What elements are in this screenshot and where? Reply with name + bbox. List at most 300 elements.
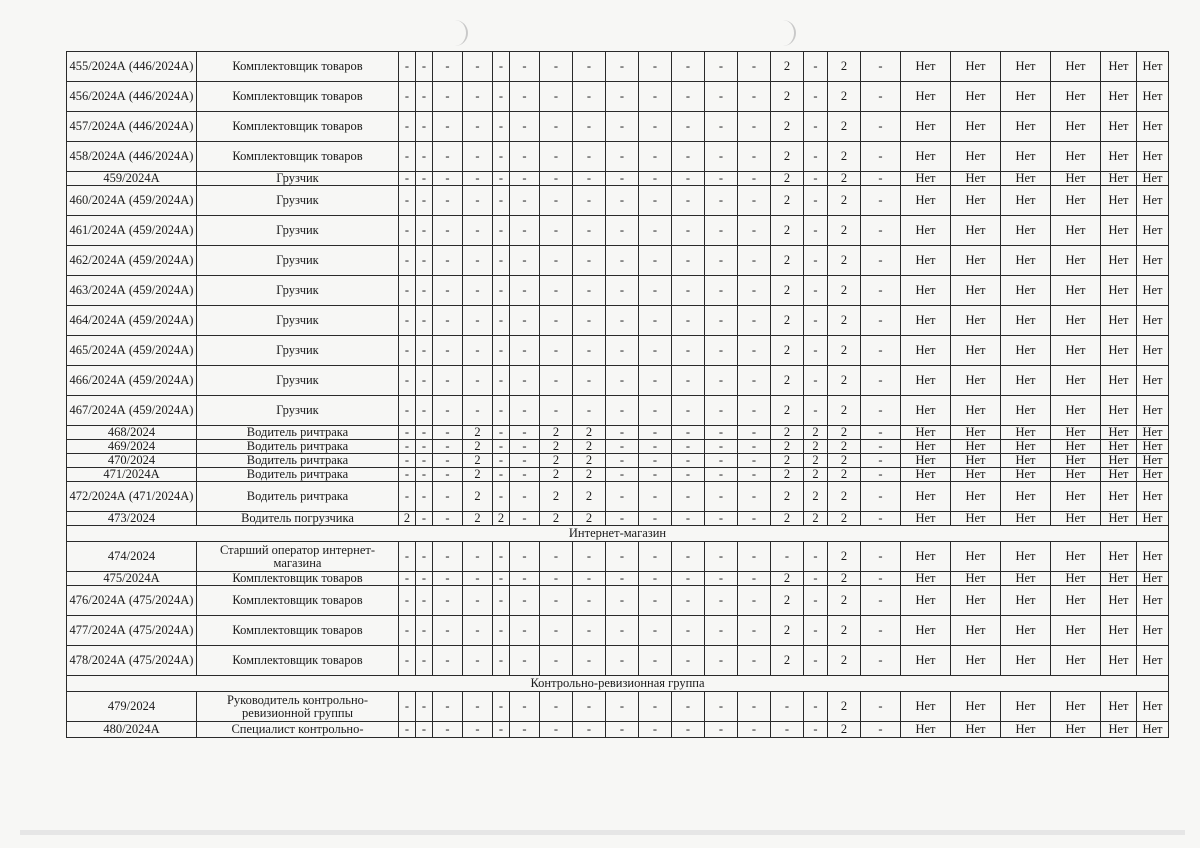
table-row	[67, 440, 1169, 454]
guarantee-cell: Нет	[901, 426, 951, 440]
guarantee-cell: Нет	[1101, 542, 1137, 572]
class-value-cell: -	[399, 142, 416, 172]
class-value-cell: -	[540, 276, 573, 306]
class-value-cell: -	[861, 276, 901, 306]
class-value-cell: -	[510, 82, 540, 112]
class-value-cell: -	[606, 646, 639, 676]
class-value-cell: -	[463, 246, 493, 276]
class-value-cell: -	[672, 616, 705, 646]
table-row	[67, 468, 1169, 482]
class-value-cell: -	[540, 186, 573, 216]
class-value-cell: -	[639, 186, 672, 216]
class-value-cell: 2	[828, 52, 861, 82]
class-value-cell: -	[606, 454, 639, 468]
guarantee-cell: Нет	[1001, 366, 1051, 396]
class-value-cell: -	[804, 172, 828, 186]
class-value-cell: 2	[828, 186, 861, 216]
class-value-cell: -	[493, 336, 510, 366]
class-value-cell: 2	[828, 512, 861, 526]
guarantee-cell: Нет	[1137, 336, 1169, 366]
class-value-cell: -	[705, 468, 738, 482]
class-value-cell: 2	[804, 454, 828, 468]
class-value-cell: 2	[771, 172, 804, 186]
class-value-cell: -	[510, 216, 540, 246]
class-value-cell: -	[433, 426, 463, 440]
class-value-cell: -	[861, 52, 901, 82]
section-title: Интернет-магазин	[67, 526, 1169, 542]
class-value-cell: 2	[828, 572, 861, 586]
class-value-cell: -	[771, 722, 804, 738]
class-value-cell: -	[861, 646, 901, 676]
class-value-cell: -	[540, 216, 573, 246]
class-value-cell: -	[705, 586, 738, 616]
class-value-cell: -	[399, 246, 416, 276]
guarantee-cell: Нет	[901, 572, 951, 586]
class-value-cell: -	[493, 572, 510, 586]
guarantee-cell: Нет	[1101, 142, 1137, 172]
table-row	[67, 276, 1169, 306]
class-value-cell: -	[540, 366, 573, 396]
class-value-cell: -	[672, 454, 705, 468]
guarantee-cell: Нет	[1101, 426, 1137, 440]
class-value-cell: -	[672, 426, 705, 440]
class-value-cell: -	[540, 586, 573, 616]
class-value-cell: -	[705, 454, 738, 468]
class-value-cell: -	[861, 246, 901, 276]
guarantee-cell: Нет	[1051, 52, 1101, 82]
class-value-cell: -	[510, 482, 540, 512]
class-value-cell: -	[416, 52, 433, 82]
table-row	[67, 396, 1169, 426]
class-value-cell: -	[433, 722, 463, 738]
class-value-cell: -	[463, 336, 493, 366]
guarantee-cell: Нет	[1051, 440, 1101, 454]
class-value-cell: -	[493, 142, 510, 172]
class-value-cell: 2	[804, 426, 828, 440]
guarantee-cell: Нет	[1101, 692, 1137, 722]
workplace-code-cell: 459/2024А	[67, 172, 197, 186]
class-value-cell: -	[861, 306, 901, 336]
class-value-cell: -	[573, 572, 606, 586]
guarantee-cell: Нет	[951, 646, 1001, 676]
class-value-cell: -	[493, 52, 510, 82]
guarantee-cell: Нет	[951, 216, 1001, 246]
class-value-cell: -	[672, 722, 705, 738]
class-value-cell: -	[639, 276, 672, 306]
table-row	[67, 722, 1169, 738]
class-value-cell: -	[540, 172, 573, 186]
workplace-code-cell: 471/2024А	[67, 468, 197, 482]
job-title-cell: Водитель ричтрака	[197, 454, 399, 468]
guarantee-cell: Нет	[901, 82, 951, 112]
class-value-cell: 2	[771, 586, 804, 616]
class-value-cell: -	[738, 692, 771, 722]
class-value-cell: -	[672, 336, 705, 366]
guarantee-cell: Нет	[1051, 572, 1101, 586]
class-value-cell: 2	[828, 82, 861, 112]
class-value-cell: -	[463, 82, 493, 112]
workplace-code-cell: 457/2024А (446/2024А)	[67, 112, 197, 142]
class-value-cell: -	[861, 692, 901, 722]
class-value-cell: 2	[804, 482, 828, 512]
class-value-cell: -	[540, 692, 573, 722]
guarantee-cell: Нет	[1001, 216, 1051, 246]
guarantee-cell: Нет	[1137, 692, 1169, 722]
guarantee-cell: Нет	[951, 692, 1001, 722]
class-value-cell: -	[639, 722, 672, 738]
job-title-cell: Водитель ричтрака	[197, 426, 399, 440]
class-value-cell: -	[399, 276, 416, 306]
class-value-cell: -	[573, 186, 606, 216]
class-value-cell: -	[573, 336, 606, 366]
class-value-cell: 2	[771, 112, 804, 142]
class-value-cell: -	[705, 646, 738, 676]
class-value-cell: 2	[463, 512, 493, 526]
class-value-cell: 2	[804, 512, 828, 526]
class-value-cell: -	[738, 172, 771, 186]
table-row	[67, 246, 1169, 276]
class-value-cell: 2	[828, 172, 861, 186]
class-value-cell: 2	[493, 512, 510, 526]
class-value-cell: -	[399, 646, 416, 676]
class-value-cell: -	[463, 112, 493, 142]
class-value-cell: -	[738, 542, 771, 572]
class-value-cell: -	[433, 172, 463, 186]
class-value-cell: -	[493, 172, 510, 186]
class-value-cell: -	[804, 646, 828, 676]
class-value-cell: 2	[771, 454, 804, 468]
class-value-cell: -	[510, 336, 540, 366]
guarantee-cell: Нет	[901, 512, 951, 526]
class-value-cell: -	[416, 542, 433, 572]
class-value-cell: -	[705, 440, 738, 454]
job-title-cell: Грузчик	[197, 276, 399, 306]
guarantee-cell: Нет	[901, 396, 951, 426]
class-value-cell: -	[705, 112, 738, 142]
class-value-cell: -	[804, 112, 828, 142]
class-value-cell: 2	[771, 616, 804, 646]
guarantee-cell: Нет	[1051, 616, 1101, 646]
guarantee-cell: Нет	[951, 246, 1001, 276]
guarantee-cell: Нет	[1101, 306, 1137, 336]
class-value-cell: -	[672, 482, 705, 512]
class-value-cell: -	[399, 616, 416, 646]
class-value-cell: 2	[828, 482, 861, 512]
job-title-cell: Комплектовщик товаров	[197, 142, 399, 172]
guarantee-cell: Нет	[951, 616, 1001, 646]
class-value-cell: -	[738, 82, 771, 112]
guarantee-cell: Нет	[951, 426, 1001, 440]
guarantee-cell: Нет	[1137, 366, 1169, 396]
class-value-cell: -	[738, 246, 771, 276]
class-value-cell: -	[705, 52, 738, 82]
class-value-cell: -	[540, 396, 573, 426]
class-value-cell: -	[399, 52, 416, 82]
class-value-cell: -	[804, 216, 828, 246]
class-value-cell: -	[804, 186, 828, 216]
class-value-cell: -	[540, 646, 573, 676]
class-value-cell: -	[510, 142, 540, 172]
job-title-cell: Специалист контрольно-	[197, 722, 399, 738]
table-body	[67, 52, 1169, 738]
class-value-cell: -	[861, 454, 901, 468]
class-value-cell: 2	[463, 426, 493, 440]
class-value-cell: -	[493, 440, 510, 454]
class-value-cell: -	[606, 52, 639, 82]
guarantee-cell: Нет	[901, 172, 951, 186]
guarantee-cell: Нет	[951, 276, 1001, 306]
class-value-cell: -	[672, 142, 705, 172]
class-value-cell: -	[804, 142, 828, 172]
class-value-cell: -	[399, 586, 416, 616]
class-value-cell: -	[705, 426, 738, 440]
class-value-cell: 2	[540, 426, 573, 440]
class-value-cell: -	[399, 112, 416, 142]
class-value-cell: -	[573, 366, 606, 396]
class-value-cell: -	[493, 306, 510, 336]
class-value-cell: -	[510, 246, 540, 276]
guarantee-cell: Нет	[1137, 216, 1169, 246]
class-value-cell: -	[804, 82, 828, 112]
class-value-cell: -	[416, 722, 433, 738]
job-title-cell: Комплектовщик товаров	[197, 586, 399, 616]
class-value-cell: -	[510, 186, 540, 216]
guarantee-cell: Нет	[901, 454, 951, 468]
class-value-cell: -	[433, 246, 463, 276]
class-value-cell: -	[463, 306, 493, 336]
workplace-code-cell: 478/2024А (475/2024А)	[67, 646, 197, 676]
guarantee-cell: Нет	[1051, 172, 1101, 186]
class-value-cell: -	[606, 692, 639, 722]
class-value-cell: -	[493, 586, 510, 616]
class-value-cell: -	[399, 692, 416, 722]
class-value-cell: -	[493, 216, 510, 246]
guarantee-cell: Нет	[1051, 142, 1101, 172]
class-value-cell: -	[639, 426, 672, 440]
guarantee-cell: Нет	[1051, 646, 1101, 676]
class-value-cell: -	[493, 186, 510, 216]
class-value-cell: -	[433, 52, 463, 82]
class-value-cell: 2	[573, 426, 606, 440]
guarantee-cell: Нет	[1001, 646, 1051, 676]
guarantee-cell: Нет	[1101, 366, 1137, 396]
class-value-cell: -	[463, 542, 493, 572]
class-value-cell: -	[672, 586, 705, 616]
class-value-cell: 2	[828, 646, 861, 676]
guarantee-cell: Нет	[1051, 186, 1101, 216]
guarantee-cell: Нет	[1137, 82, 1169, 112]
guarantee-cell: Нет	[1001, 692, 1051, 722]
table-row	[67, 454, 1169, 468]
guarantee-cell: Нет	[1001, 82, 1051, 112]
class-value-cell: -	[672, 52, 705, 82]
class-value-cell: -	[606, 586, 639, 616]
class-value-cell: -	[463, 646, 493, 676]
class-value-cell: -	[399, 336, 416, 366]
guarantee-cell: Нет	[1001, 572, 1051, 586]
class-value-cell: 2	[771, 306, 804, 336]
guarantee-cell: Нет	[901, 542, 951, 572]
class-value-cell: -	[399, 82, 416, 112]
class-value-cell: -	[510, 512, 540, 526]
job-title-cell: Водитель ричтрака	[197, 482, 399, 512]
class-value-cell: -	[705, 692, 738, 722]
guarantee-cell: Нет	[951, 512, 1001, 526]
class-value-cell: -	[493, 482, 510, 512]
class-value-cell: 2	[540, 468, 573, 482]
table-row	[67, 82, 1169, 112]
class-value-cell: -	[433, 542, 463, 572]
job-title-cell: Комплектовщик товаров	[197, 572, 399, 586]
class-value-cell: 2	[771, 468, 804, 482]
class-value-cell: -	[540, 572, 573, 586]
class-value-cell: -	[705, 542, 738, 572]
class-value-cell: -	[573, 646, 606, 676]
class-value-cell: 2	[804, 468, 828, 482]
guarantee-cell: Нет	[1137, 616, 1169, 646]
section-title: Контрольно-ревизионная группа	[67, 676, 1169, 692]
guarantee-cell: Нет	[951, 186, 1001, 216]
class-value-cell: -	[705, 82, 738, 112]
class-value-cell: -	[705, 336, 738, 366]
guarantee-cell: Нет	[1101, 586, 1137, 616]
class-value-cell: -	[510, 276, 540, 306]
class-value-cell: -	[861, 468, 901, 482]
class-value-cell: -	[804, 722, 828, 738]
guarantee-cell: Нет	[1051, 586, 1101, 616]
table-row	[67, 336, 1169, 366]
class-value-cell: -	[399, 396, 416, 426]
workplace-code-cell: 476/2024А (475/2024А)	[67, 586, 197, 616]
guarantee-cell: Нет	[1101, 396, 1137, 426]
class-value-cell: -	[606, 336, 639, 366]
class-value-cell: -	[639, 112, 672, 142]
guarantee-cell: Нет	[1051, 366, 1101, 396]
class-value-cell: 2	[771, 572, 804, 586]
class-value-cell: -	[433, 216, 463, 246]
guarantee-cell: Нет	[901, 586, 951, 616]
class-value-cell: -	[399, 454, 416, 468]
guarantee-cell: Нет	[1001, 142, 1051, 172]
workplace-code-cell: 480/2024А	[67, 722, 197, 738]
class-value-cell: -	[861, 82, 901, 112]
guarantee-cell: Нет	[951, 306, 1001, 336]
class-value-cell: -	[606, 572, 639, 586]
class-value-cell: -	[493, 426, 510, 440]
class-value-cell: -	[493, 82, 510, 112]
class-value-cell: -	[540, 306, 573, 336]
job-title-cell: Водитель ричтрака	[197, 440, 399, 454]
guarantee-cell: Нет	[1137, 186, 1169, 216]
class-value-cell: -	[463, 172, 493, 186]
class-value-cell: -	[573, 616, 606, 646]
class-value-cell: -	[705, 512, 738, 526]
class-value-cell: -	[639, 542, 672, 572]
class-value-cell: 2	[463, 468, 493, 482]
class-value-cell: 2	[828, 468, 861, 482]
class-value-cell: -	[433, 572, 463, 586]
class-value-cell: -	[540, 616, 573, 646]
class-value-cell: -	[463, 52, 493, 82]
section-header-row	[67, 676, 1169, 692]
class-value-cell: -	[705, 366, 738, 396]
guarantee-cell: Нет	[1001, 172, 1051, 186]
class-value-cell: -	[861, 512, 901, 526]
class-value-cell: -	[738, 142, 771, 172]
class-value-cell: -	[705, 142, 738, 172]
class-value-cell: -	[639, 586, 672, 616]
guarantee-cell: Нет	[1001, 52, 1051, 82]
job-title-cell: Грузчик	[197, 216, 399, 246]
job-title-cell: Грузчик	[197, 306, 399, 336]
class-value-cell: -	[416, 112, 433, 142]
table-row	[67, 366, 1169, 396]
class-value-cell: -	[416, 336, 433, 366]
job-title-cell: Водитель погрузчика	[197, 512, 399, 526]
guarantee-cell: Нет	[1001, 722, 1051, 738]
job-title-cell: Грузчик	[197, 246, 399, 276]
job-title-cell: Грузчик	[197, 336, 399, 366]
guarantee-cell: Нет	[1051, 512, 1101, 526]
guarantee-cell: Нет	[1137, 542, 1169, 572]
class-value-cell: -	[510, 396, 540, 426]
class-value-cell: -	[573, 52, 606, 82]
class-value-cell: -	[416, 440, 433, 454]
class-value-cell: -	[463, 216, 493, 246]
class-value-cell: 2	[540, 512, 573, 526]
guarantee-cell: Нет	[1001, 440, 1051, 454]
class-value-cell: -	[399, 306, 416, 336]
job-title-cell: Комплектовщик товаров	[197, 112, 399, 142]
table-row	[67, 572, 1169, 586]
class-value-cell: -	[861, 586, 901, 616]
class-value-cell: 2	[540, 454, 573, 468]
guarantee-cell: Нет	[1051, 246, 1101, 276]
class-value-cell: -	[639, 246, 672, 276]
class-value-cell: 2	[771, 426, 804, 440]
class-value-cell: -	[738, 306, 771, 336]
class-value-cell: -	[463, 396, 493, 426]
class-value-cell: -	[639, 512, 672, 526]
class-value-cell: 2	[804, 440, 828, 454]
class-value-cell: -	[433, 586, 463, 616]
class-value-cell: -	[573, 692, 606, 722]
class-value-cell: -	[606, 172, 639, 186]
guarantee-cell: Нет	[901, 440, 951, 454]
class-value-cell: 2	[828, 366, 861, 396]
class-value-cell: 2	[573, 454, 606, 468]
guarantee-cell: Нет	[1137, 52, 1169, 82]
class-value-cell: -	[433, 82, 463, 112]
guarantee-cell: Нет	[1101, 482, 1137, 512]
class-value-cell: -	[861, 366, 901, 396]
class-value-cell: -	[705, 186, 738, 216]
guarantee-cell: Нет	[1001, 276, 1051, 306]
class-value-cell: -	[433, 112, 463, 142]
guarantee-cell: Нет	[901, 142, 951, 172]
punch-hole-mark	[778, 20, 796, 46]
class-value-cell: -	[399, 468, 416, 482]
job-title-cell: Грузчик	[197, 186, 399, 216]
guarantee-cell: Нет	[1051, 112, 1101, 142]
table-row	[67, 306, 1169, 336]
table-row	[67, 482, 1169, 512]
guarantee-cell: Нет	[1137, 172, 1169, 186]
class-value-cell: -	[416, 616, 433, 646]
guarantee-cell: Нет	[951, 52, 1001, 82]
guarantee-cell: Нет	[951, 142, 1001, 172]
class-value-cell: 2	[828, 396, 861, 426]
